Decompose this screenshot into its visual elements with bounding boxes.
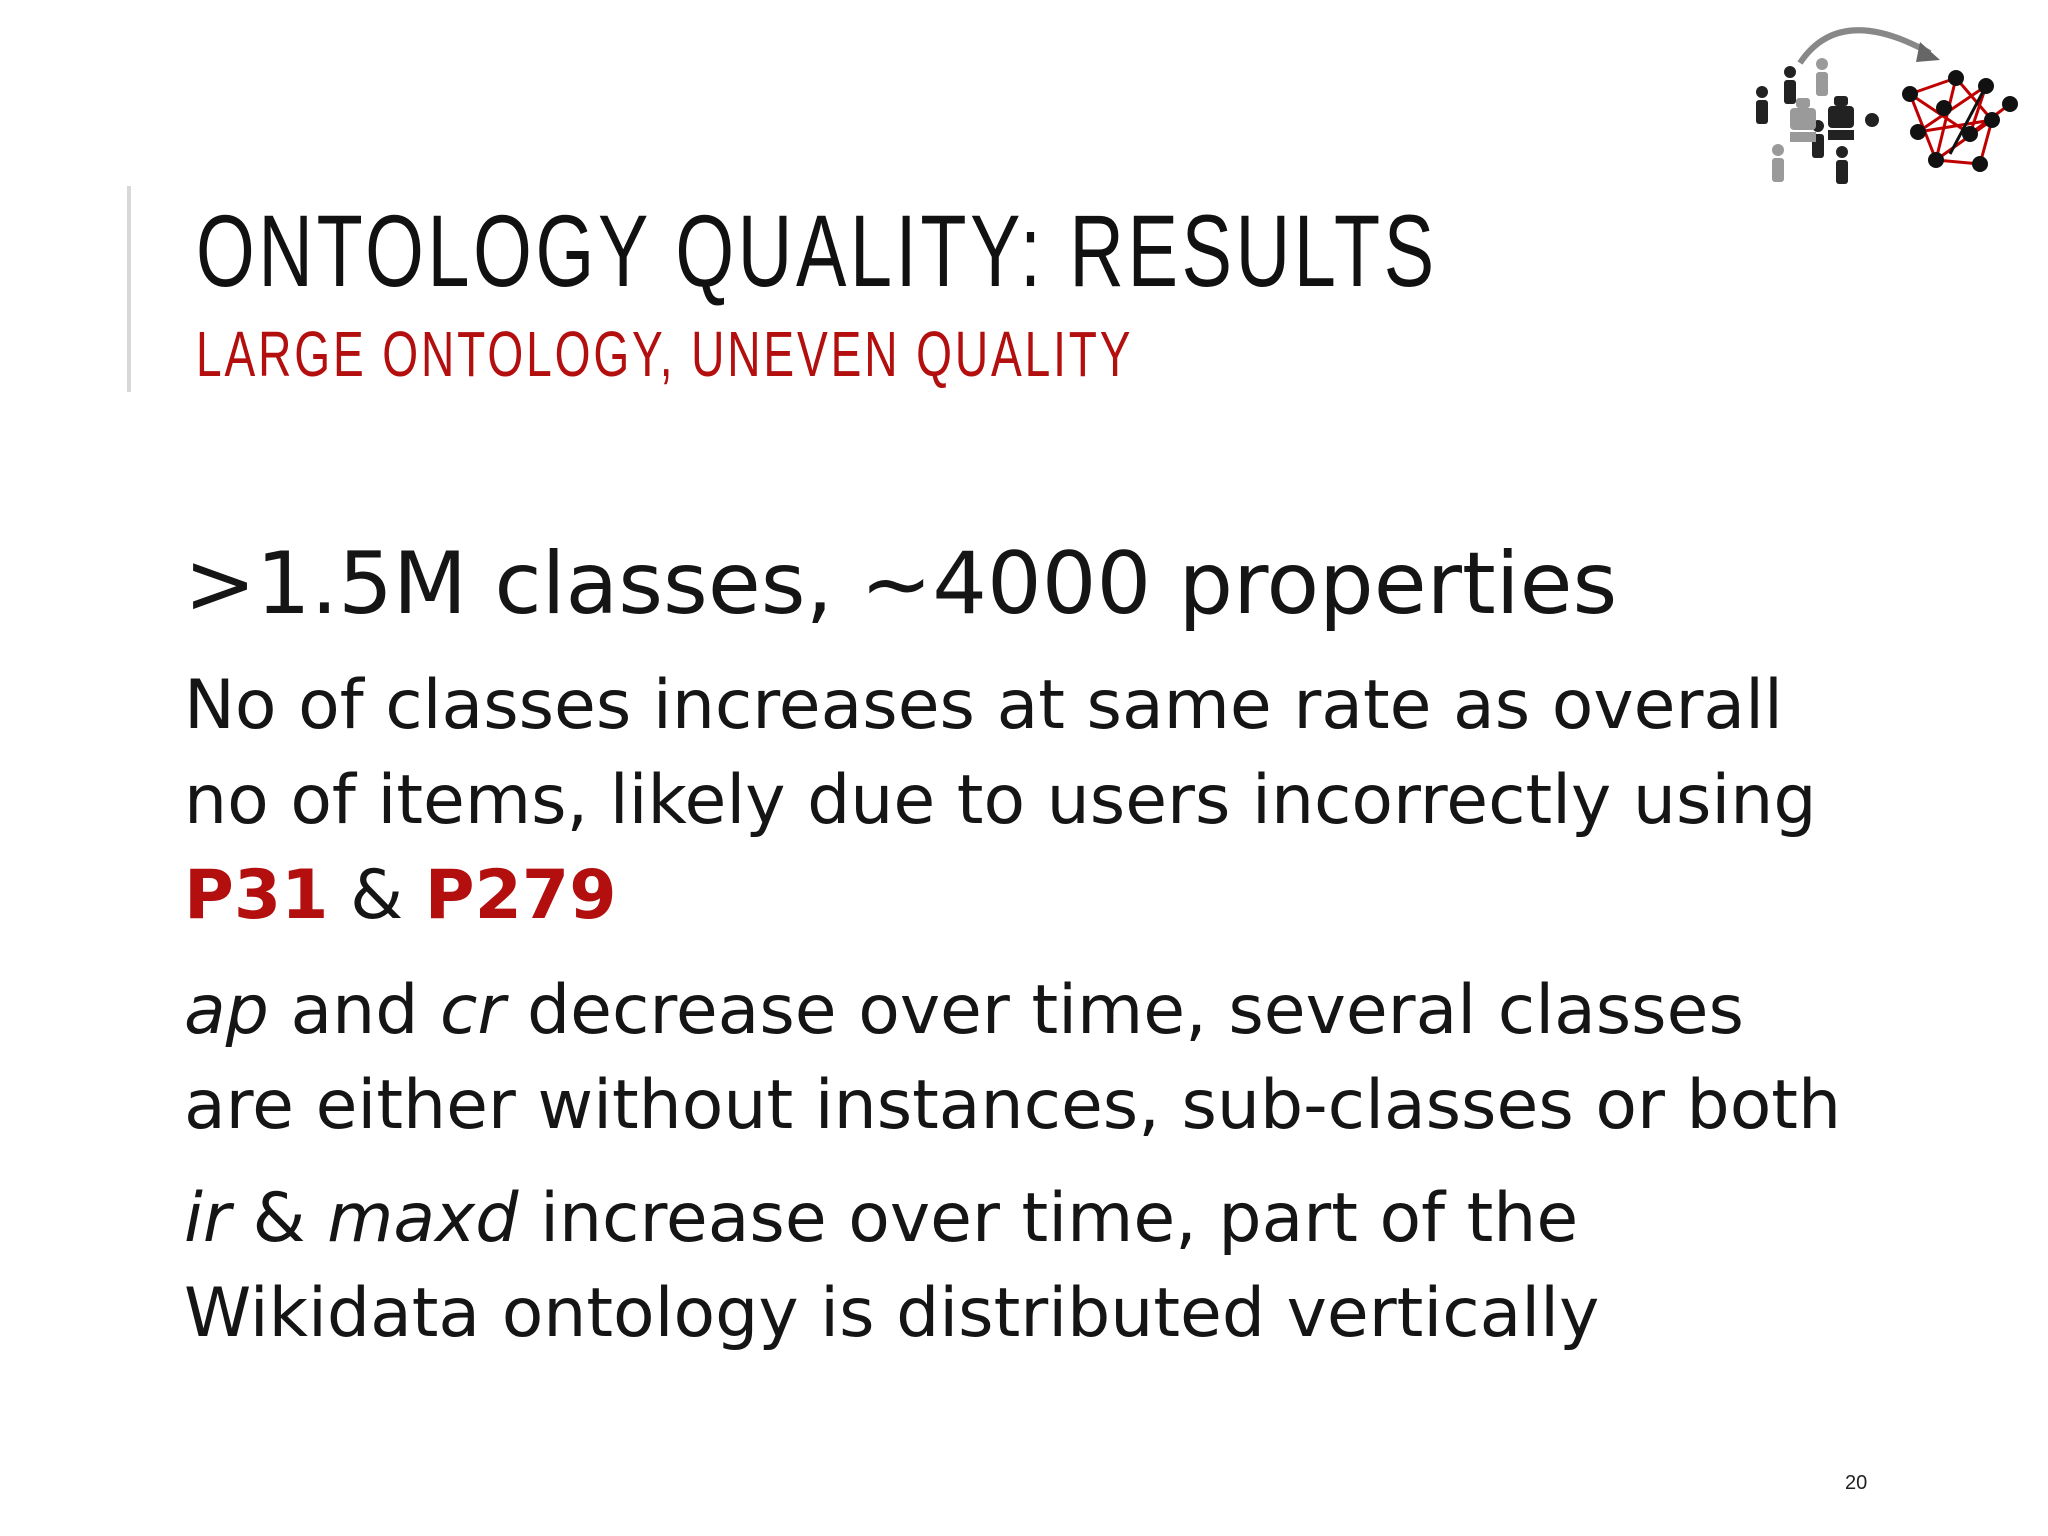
slide-title: ONTOLOGY QUALITY: RESULTS (196, 194, 1438, 308)
curved-arrow-icon (1800, 30, 1930, 63)
ampersand-text-2: & (230, 1179, 328, 1258)
people-robots-network-logo (1740, 8, 2040, 188)
page-number: 20 (1845, 1472, 1868, 1494)
ir-term: ir (184, 1179, 231, 1258)
maxd-term: maxd (327, 1179, 519, 1258)
classes-growth-paragraph (184, 658, 1904, 943)
classes-growth-line-1: No of classes increases at same rate as overall (184, 666, 1783, 745)
network-icon (1902, 70, 2018, 172)
stat-line: >1.5M classes, ~4000 properties (184, 534, 1618, 634)
ap-cr-line-2: are either without instances, sub-classes or both (184, 1066, 1842, 1145)
p31-highlight: P31 (184, 856, 329, 935)
classes-growth-line-2: no of items, likely due to users incorrectly using (184, 761, 1817, 840)
ap-cr-rest: decrease over time, several classes (505, 971, 1744, 1050)
title-accent-bar (127, 186, 131, 392)
p279-highlight: P279 (424, 856, 617, 935)
slide-subtitle: LARGE ONTOLOGY, UNEVEN QUALITY (196, 318, 1134, 390)
ir-maxd-line-2: Wikidata ontology is distributed vertically (184, 1274, 1600, 1353)
ir-maxd-paragraph (184, 1171, 1904, 1361)
ir-maxd-line-1 (184, 1171, 1904, 1266)
ap-cr-paragraph (184, 963, 1904, 1153)
classes-growth-line-3 (184, 848, 1904, 943)
ap-cr-line-1 (184, 963, 1904, 1058)
ir-maxd-rest: increase over time, part of the (518, 1179, 1579, 1258)
cr-term: cr (440, 971, 506, 1050)
and-text: and (268, 971, 441, 1050)
slide-body (184, 530, 1904, 1361)
arrow-head-icon (1916, 42, 1940, 62)
ap-term: ap (184, 971, 269, 1050)
ampersand-text: & (328, 856, 425, 935)
